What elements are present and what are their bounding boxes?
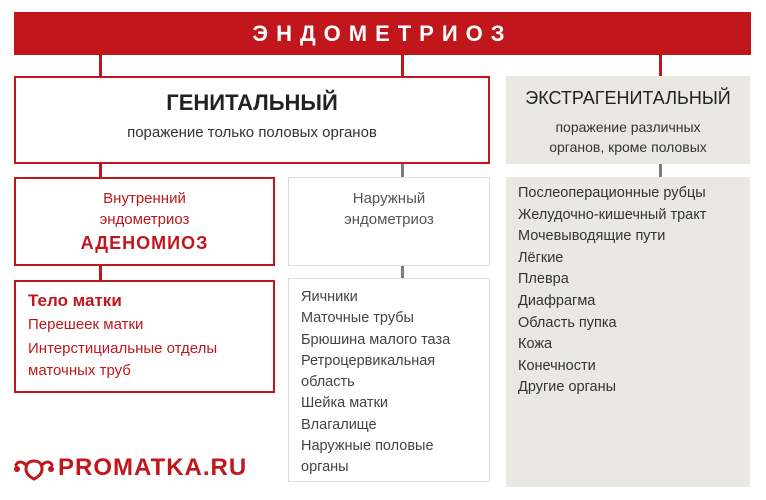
list-item: Маточные трубы bbox=[301, 310, 414, 327]
list-item: Лёгкие bbox=[518, 249, 564, 266]
list-item: Кожа bbox=[518, 336, 553, 353]
external-endometriosis-box bbox=[288, 177, 490, 266]
adenomyosis-label: АДЕНОМИОЗ bbox=[80, 233, 209, 253]
extragenital-subtitle bbox=[506, 117, 750, 157]
brand-text: PROMATKA.RU bbox=[58, 454, 248, 481]
connector-extragenital-list bbox=[659, 164, 662, 177]
list-item: Желудочно-кишечный тракт bbox=[518, 206, 707, 223]
extragenital-subtitle-line1: поражение различных bbox=[555, 119, 701, 135]
external-locations-box bbox=[288, 278, 490, 482]
list-item: Конечности bbox=[518, 357, 596, 374]
list-item: Перешеек матки bbox=[28, 316, 144, 333]
list-item: Мочевыводящие пути bbox=[518, 228, 666, 245]
list-item: Другие органы bbox=[518, 379, 617, 396]
list-item: Яичники bbox=[301, 289, 358, 305]
extragenital-subtitle-line2: органов, кроме половых bbox=[549, 139, 707, 155]
genital-box bbox=[14, 76, 490, 164]
extragenital-heading: ЭКСТРАГЕНИТАЛЬНЫЙ bbox=[525, 88, 731, 108]
extragenital-box bbox=[506, 76, 750, 164]
list-item: Послеоперационные рубцы bbox=[518, 185, 706, 201]
connector-genital-internal bbox=[99, 164, 102, 177]
uterus-logo-icon bbox=[14, 455, 54, 481]
brand-logo[interactable] bbox=[14, 452, 247, 484]
connector-genital-external bbox=[401, 164, 404, 177]
uterus-heading: Тело матки bbox=[28, 291, 122, 310]
connector-title-genital-right bbox=[401, 55, 404, 76]
list-item: область bbox=[301, 374, 355, 391]
genital-heading: ГЕНИТАЛЬНЫЙ bbox=[166, 90, 338, 115]
list-item: Шейка матки bbox=[301, 395, 389, 412]
list-item: Влагалище bbox=[301, 416, 377, 433]
list-item: Интерстициальные отделы bbox=[28, 340, 218, 357]
list-item: Плевра bbox=[518, 271, 569, 288]
uterus-locations-box bbox=[14, 280, 275, 393]
genital-subtitle: поражение только половых органов bbox=[127, 124, 377, 141]
internal-line1: Внутренний bbox=[103, 190, 186, 207]
list-item: Наружные половые bbox=[301, 438, 434, 455]
title-bar bbox=[14, 12, 751, 55]
connector-title-genital bbox=[99, 55, 102, 76]
list-item: Ретроцервикальная bbox=[301, 352, 436, 369]
list-item: Диафрагма bbox=[518, 292, 596, 309]
list-item: Брюшина малого таза bbox=[301, 331, 451, 348]
connector-external-list bbox=[401, 266, 404, 278]
internal-endometriosis-box bbox=[14, 177, 275, 266]
list-item: Область пупка bbox=[518, 314, 617, 331]
external-line2: эндометриоз bbox=[344, 211, 434, 228]
diagram-title: ЭНДОМЕТРИОЗ bbox=[252, 20, 513, 46]
connector-title-extragenital bbox=[659, 55, 662, 76]
external-line1: Наружный bbox=[352, 190, 426, 207]
extragenital-locations-box bbox=[506, 177, 750, 487]
list-item: органы bbox=[301, 459, 349, 476]
list-item: маточных труб bbox=[28, 362, 131, 379]
connector-internal-uterus bbox=[99, 266, 102, 280]
internal-line2: эндометриоз bbox=[99, 211, 190, 228]
